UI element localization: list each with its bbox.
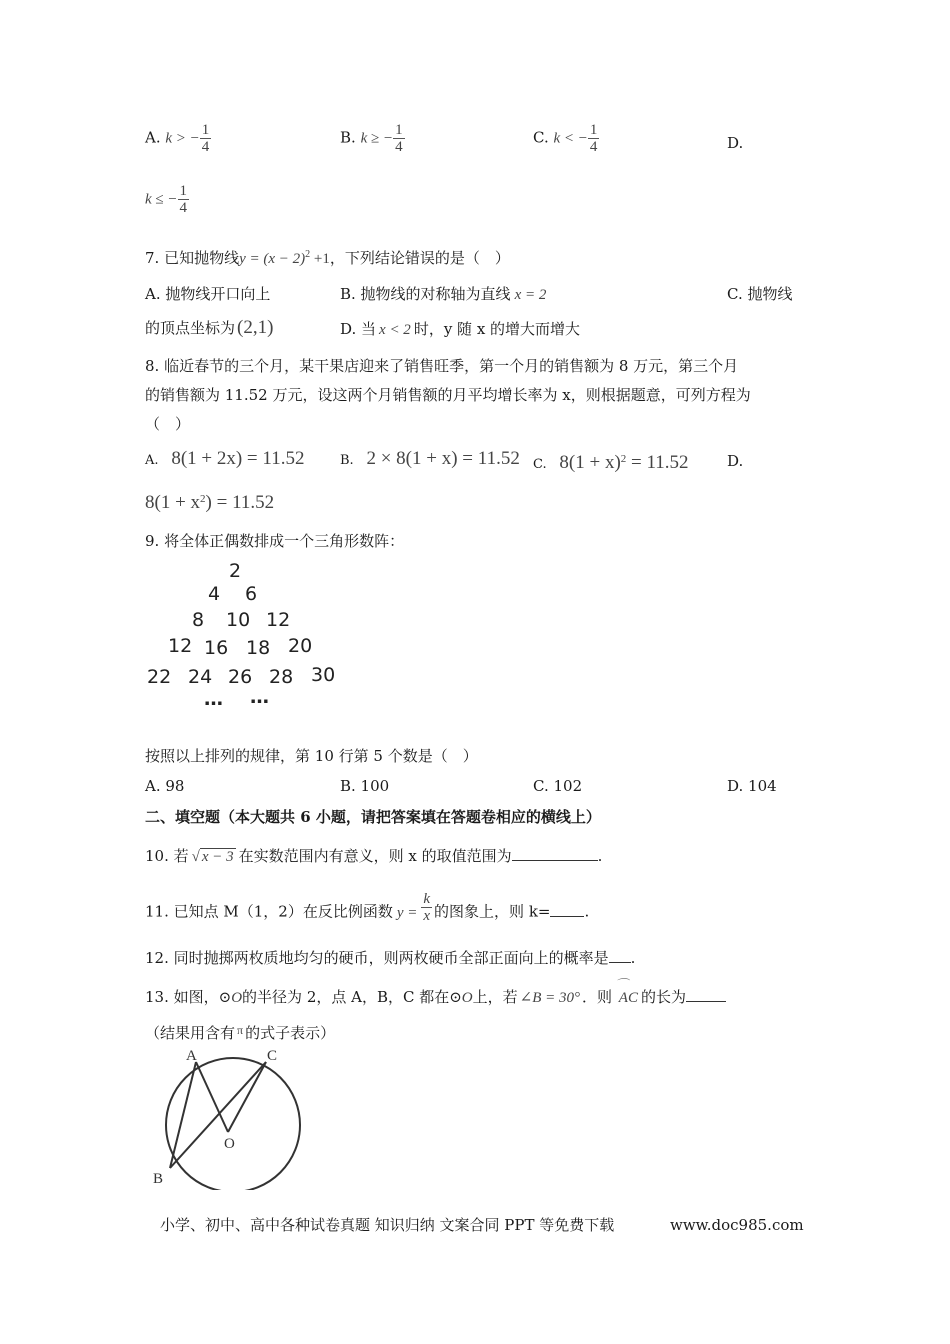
q11-answer-blank bbox=[550, 902, 584, 917]
q9-option-c: C. 102 bbox=[533, 777, 583, 795]
q7-option-b: B. 抛物线的对称轴为直线 x = 2 bbox=[340, 285, 547, 303]
q7-stem: 7. 已知抛物线$y = (x - 2)^2 +1$，下列结论错误的是（ ） bbox=[145, 249, 510, 267]
q13-stem: 13. 如图，⊙O的半径为 2，点 A，B，C 都在⊙O上，若 ∠B = 30° ．则 ⌒ AC 的长为 bbox=[145, 987, 726, 1007]
q7-option-c: C. 抛物线 bbox=[727, 285, 793, 303]
footer-link[interactable]: www.doc985.com bbox=[670, 1216, 804, 1234]
label-a: A bbox=[186, 1048, 197, 1064]
q8-line-3: （ ） bbox=[145, 415, 191, 433]
triangle-row-1-item-1: 2 bbox=[229, 560, 242, 582]
triangle-row-5-item-3: 26 bbox=[228, 666, 253, 688]
q6-option-c: C. k < − $\frac{1}{4}$ bbox=[533, 122, 598, 155]
q9-option-a: A. 98 bbox=[145, 777, 185, 795]
q13-answer-blank bbox=[686, 987, 726, 1002]
q7-option-d: D. 当 x < 2 时，y 随 x 的增大而增大 bbox=[340, 320, 581, 338]
q8-option-c: C. $8(1 + x)^2 = 11.52$ bbox=[533, 452, 689, 473]
q8-option-a: A. 8(1 + 2x) = 11.52 bbox=[145, 448, 305, 469]
q8-line-2: 的销售额为 11.52 万元，设这两个月销售额的月平均增长率为 x，则根据题意，可列方程为 bbox=[145, 386, 751, 404]
triangle-row-4-item-2: 16 bbox=[204, 637, 229, 659]
q13-line-2: （结果用含有 $^\pi$ 的式子表示） bbox=[145, 1023, 336, 1042]
footer-text: 小学、初中、高中各种试卷真题 知识归纳 文案合同 PPT 等免费下载 bbox=[160, 1216, 615, 1234]
label-b: B bbox=[153, 1171, 164, 1187]
triangle-row-2-item-2: 6 bbox=[245, 583, 258, 605]
triangle-row-4-item-3: 18 bbox=[246, 637, 271, 659]
triangle-row-5-item-5: 30 bbox=[311, 664, 336, 686]
q6-option-d-label: D. bbox=[727, 134, 744, 152]
q8-option-b: B. 2 × 8(1 + x) = 11.52 bbox=[340, 448, 520, 469]
label-o: O bbox=[224, 1136, 235, 1152]
q6-option-a: A. k > − $\frac{1}{4}$ bbox=[145, 122, 210, 155]
triangle-row-5-item-2: 24 bbox=[188, 666, 213, 688]
circle-figure bbox=[148, 1040, 308, 1190]
q12: 12. 同时抛掷两枚质地均匀的硬币，则两枚硬币全部正面向上的概率是 . bbox=[145, 949, 636, 967]
q9-question: 按照以上排列的规律，第 10 行第 5 个数是（ ） bbox=[145, 747, 478, 765]
q8-option-d-label: D. bbox=[727, 452, 744, 470]
label-c: C bbox=[267, 1048, 278, 1064]
triangle-row-3-item-2: 10 bbox=[226, 609, 251, 631]
q6-option-b: B. k ≥ − $\frac{1}{4}$ bbox=[340, 122, 403, 155]
q9-stem: 9. 将全体正偶数排成一个三角形数阵： bbox=[145, 532, 405, 550]
q8-line-1: 8. 临近春节的三个月，某干果店迎来了销售旺季，第一个月的销售额为 8 万元，第三个月 bbox=[145, 357, 739, 375]
q9-option-d: D. 104 bbox=[727, 777, 777, 795]
section-2-title: 二、填空题（本大题共 6 小题，请把答案填在答题卷相应的横线上） bbox=[145, 808, 601, 826]
q12-answer-blank bbox=[609, 948, 631, 963]
q7-option-a: A. 抛物线开口向上 bbox=[145, 285, 271, 303]
q11: 11. 已知点 M（1，2）在反比例函数 y = $\frac{k}{x}$ 的图象上，则 k= . bbox=[145, 891, 590, 924]
q10-answer-blank bbox=[512, 846, 598, 861]
q10: 10. 若 √ x − 3 在实数范围内有意义，则 x 的取值范围为 . bbox=[145, 847, 603, 865]
triangle-row-5-item-4: 28 bbox=[269, 666, 294, 688]
triangle-row-3-item-3: 12 bbox=[266, 609, 291, 631]
triangle-row-4-item-4: 20 bbox=[288, 635, 313, 657]
triangle-row-2-item-1: 4 bbox=[208, 583, 221, 605]
q9-option-b: B. 100 bbox=[340, 777, 390, 795]
triangle-row-5-item-1: 22 bbox=[147, 666, 172, 688]
triangle-dots-1: … bbox=[204, 688, 223, 710]
q6-option-d: k ≤ − $\frac{1}{4}$ bbox=[145, 183, 188, 216]
triangle-dots-2: … bbox=[250, 686, 269, 708]
triangle-row-4-item-1: 12 bbox=[168, 635, 193, 657]
q8-option-d: $8(1 + x^2) = 11.52$ bbox=[145, 492, 275, 513]
q7-option-c-cont: 的顶点坐标为 (2,1) bbox=[145, 317, 274, 338]
segment-ab bbox=[170, 1062, 196, 1168]
triangle-row-3-item-1: 8 bbox=[192, 609, 205, 631]
